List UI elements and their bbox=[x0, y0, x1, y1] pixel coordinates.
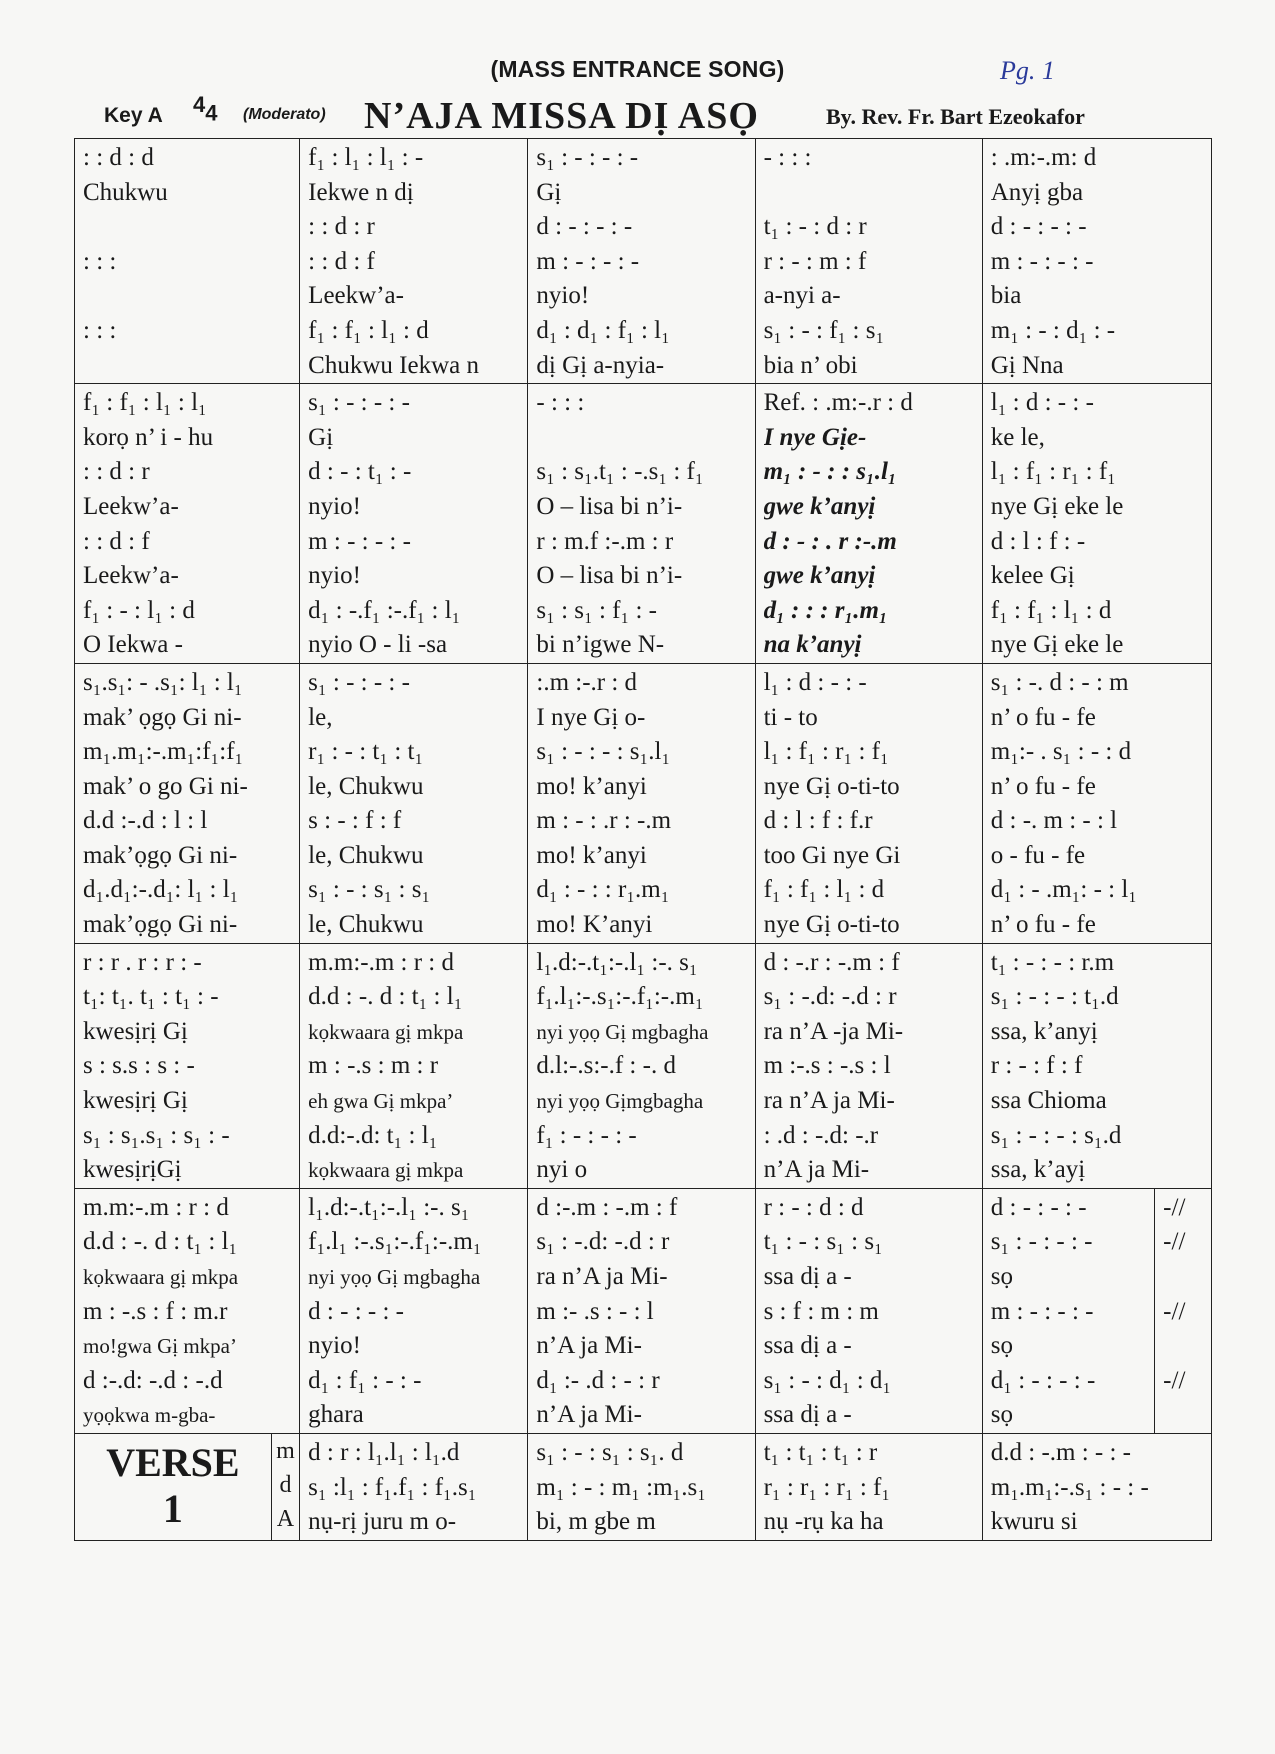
solfa-line bbox=[536, 421, 748, 456]
score-system-row bbox=[75, 1433, 1212, 1540]
solfa-line: - : : : bbox=[536, 389, 585, 417]
solfa-line: sọ bbox=[990, 1401, 1013, 1429]
solfa-line: s₁ : - : - : - bbox=[308, 389, 410, 417]
solfa-line: : : d : f bbox=[308, 247, 375, 275]
measure-cell bbox=[75, 943, 300, 1188]
solfa-line: -// bbox=[1163, 1193, 1186, 1221]
measure-cell bbox=[300, 1188, 528, 1433]
solfa-line: sọ bbox=[990, 1263, 1013, 1290]
measure-cell bbox=[982, 1188, 1154, 1433]
solfa-line bbox=[83, 349, 293, 384]
measure-cell bbox=[982, 139, 1211, 384]
solfa-line: -// bbox=[1163, 1366, 1186, 1394]
voice-part-label: d bbox=[279, 1471, 292, 1498]
voice-part-label: m bbox=[276, 1437, 295, 1464]
solfa-line: r : r . r : r : - bbox=[83, 948, 202, 976]
verse-number: 1 bbox=[162, 1485, 183, 1531]
solfa-line: O – lisa bi n’i- bbox=[536, 562, 683, 590]
solfa-line: r : - : f : f bbox=[990, 1052, 1083, 1080]
measure-cell bbox=[755, 1188, 982, 1433]
solfa-line: m.m:-.m : r : d bbox=[308, 948, 454, 976]
solfa-line: s₁ : - : - : s₁.l₁ bbox=[536, 738, 671, 766]
solfa-line: t₁ : - : d : r bbox=[763, 213, 867, 241]
solfa-line: nyio! bbox=[536, 282, 590, 310]
solfa-line: nụ-rị juru m o- bbox=[308, 1508, 457, 1536]
solfa-line: o - fu - fe bbox=[990, 841, 1086, 869]
solfa-line: m : - : - : - bbox=[308, 527, 411, 555]
measure-cell bbox=[755, 384, 982, 664]
solfa-line: ssa dị a - bbox=[763, 1332, 852, 1360]
voice-parts-cell bbox=[271, 1433, 299, 1540]
solfa-line: nyio! bbox=[308, 492, 361, 520]
measure-cell bbox=[755, 139, 982, 384]
solfa-line: d :-.d: -.d : -.d bbox=[83, 1366, 223, 1394]
time-signature-bottom: 4 bbox=[205, 100, 218, 126]
solfa-line: kwesịrịGị bbox=[83, 1156, 182, 1184]
solfa-line: d₁ :- .d : - : r bbox=[536, 1366, 660, 1394]
solfa-line: m.m:-.m : r : d bbox=[83, 1193, 229, 1221]
solfa-line: l₁.d:-.t₁:-.l₁ :-. s₁ bbox=[308, 1193, 470, 1221]
solfa-line: t₁ : t₁ : t₁ : r bbox=[763, 1438, 878, 1466]
solfa-line: yọọkwa m-gba- bbox=[83, 1403, 216, 1428]
measure-cell bbox=[300, 663, 528, 943]
solfa-line: : : : bbox=[83, 316, 117, 344]
solfa-line: nyi yọọ Gịmgbagha bbox=[536, 1089, 704, 1114]
solfa-line: d : - : - : - bbox=[536, 213, 633, 241]
score-system-row bbox=[75, 139, 1212, 384]
solfa-line: f₁ : f₁ : l₁ : l₁ bbox=[83, 389, 207, 417]
solfa-line: m : - : - : - bbox=[990, 1297, 1094, 1325]
score-system-row bbox=[75, 1188, 1212, 1433]
solfa-line: d₁ : - .m₁: - : l₁ bbox=[990, 876, 1138, 904]
solfa-line: d : - : - : - bbox=[308, 1297, 404, 1325]
solfa-line: m : - : .r : -.m bbox=[536, 807, 672, 835]
solfa-line: d₁ : : : r₁.m₁ bbox=[763, 596, 888, 624]
solfa-line: d : - : - : - bbox=[990, 213, 1087, 241]
solfa-line bbox=[1163, 1398, 1205, 1433]
solfa-line: n’A ja Mi- bbox=[536, 1401, 642, 1429]
solfa-line: Anyị gba bbox=[990, 178, 1084, 206]
solfa-line: s₁ : - : - : t₁.d bbox=[990, 983, 1119, 1011]
tempo-marking: (Moderato) bbox=[243, 106, 326, 123]
solfa-line: Gị bbox=[536, 178, 562, 206]
solfa-line: l₁ : d : - : - bbox=[990, 389, 1094, 417]
solfa-line: ghara bbox=[308, 1401, 364, 1429]
solfa-line: m₁.m₁:-.s₁ : - : - bbox=[990, 1473, 1149, 1501]
time-signature bbox=[193, 92, 218, 126]
solfa-line: m : -.s : f : m.r bbox=[83, 1297, 228, 1325]
solfa-line: d₁ : -.f₁ :-.f₁ : l₁ bbox=[308, 596, 461, 624]
solfa-line: d₁ : f₁ : - : - bbox=[308, 1366, 422, 1394]
solfa-line: t₁ : - : - : r.m bbox=[990, 948, 1115, 976]
solfa-line: : : d : r bbox=[83, 458, 150, 486]
solfa-line: ra n’A -ja Mi- bbox=[763, 1017, 904, 1045]
solfa-line: n’A ja Mi- bbox=[763, 1156, 870, 1184]
solfa-line: ra n’A ja Mi- bbox=[536, 1263, 668, 1290]
solfa-line: Leekw’a- bbox=[83, 492, 179, 520]
solfa-line: nye Gị eke le bbox=[990, 492, 1124, 520]
solfa-line: : .m:-.m: d bbox=[990, 144, 1097, 171]
solfa-line: :.m :-.r : d bbox=[536, 668, 638, 696]
solfa-line: d : - : t₁ : - bbox=[308, 458, 412, 486]
measure-cell bbox=[528, 663, 755, 943]
title-bar bbox=[0, 94, 1275, 144]
solfa-line: s₁ :l₁ : f₁.f₁ : f₁.s₁ bbox=[308, 1473, 477, 1501]
solfa-line: m₁ : - : d₁ : - bbox=[990, 316, 1116, 344]
solfa-line: f₁ : f₁ : l₁ : d bbox=[763, 876, 885, 904]
solfa-line: d.d:-.d: t₁ : l₁ bbox=[308, 1121, 438, 1149]
measure-cell bbox=[982, 384, 1211, 664]
solfa-line: dị Gị a-nyia- bbox=[536, 351, 665, 379]
solfa-line: f₁ : l₁ : l₁ : - bbox=[308, 144, 424, 171]
solfa-line: bi, m gbe m bbox=[536, 1508, 656, 1536]
solfa-line: n’ o fu - fe bbox=[990, 703, 1096, 731]
solfa-line: gwe k’anyị bbox=[763, 492, 876, 520]
solfa-line: nye Gị eke le bbox=[990, 631, 1124, 659]
solfa-line: nyio! bbox=[308, 1332, 361, 1360]
solfa-line: Ref. : .m:-.r : d bbox=[763, 389, 913, 417]
solfa-line: d₁ : - : : r₁.m₁ bbox=[536, 876, 670, 904]
solfa-line: ssa, k’ayị bbox=[990, 1156, 1086, 1184]
solfa-line: s₁ : s₁ : f₁ : - bbox=[536, 596, 657, 624]
solfa-line: f₁.l₁:-.s₁:-.f₁:-.m₁ bbox=[536, 983, 704, 1011]
solfa-line: s₁ : - : - : - bbox=[990, 1228, 1093, 1256]
solfa-line: s₁ : -.d: -.d : r bbox=[763, 983, 897, 1011]
solfa-line: m : - : - : - bbox=[990, 247, 1094, 275]
score-system-row bbox=[75, 384, 1212, 664]
measure-cell bbox=[528, 384, 755, 664]
solfa-line: le, Chukwu bbox=[308, 772, 424, 800]
measure-cell bbox=[528, 139, 755, 384]
solfa-line: d : - : . r :-.m bbox=[763, 527, 897, 555]
solfa-line: d.d : -. d : t₁ : l₁ bbox=[83, 1228, 238, 1256]
solfa-line: kọkwaara gị mkpa bbox=[308, 1158, 464, 1183]
solfa-line: s₁ : - : s₁ : s₁. d bbox=[536, 1438, 684, 1466]
solfa-line: nyi yọọ Gị mgbagha bbox=[308, 1265, 481, 1289]
solfa-line: m₁ : - : m₁ :m₁.s₁ bbox=[536, 1473, 706, 1501]
measure-cell bbox=[300, 1433, 528, 1540]
measure-cell bbox=[300, 139, 528, 384]
solfa-line: l₁ : f₁ : r₁ : f₁ bbox=[990, 458, 1116, 486]
solfa-line: a-nyi a- bbox=[763, 282, 841, 310]
solfa-line: r : m.f :-.m : r bbox=[536, 527, 674, 555]
solfa-line: ssa dị a - bbox=[763, 1263, 852, 1290]
solfa-line: f₁ : - : l₁ : d bbox=[83, 596, 195, 624]
solfa-line: d : - : - : - bbox=[990, 1193, 1087, 1221]
solfa-line: eh gwa Gị mkpa’ bbox=[308, 1089, 454, 1114]
solfa-line: ssa dị a - bbox=[763, 1401, 852, 1429]
solfa-line: bia bbox=[990, 282, 1022, 310]
solfa-line: l₁.d:-.t₁:-.l₁ :-. s₁ bbox=[536, 948, 698, 976]
solfa-line: s₁ : - : s₁ : s₁ bbox=[308, 876, 431, 904]
key-signature: Key A bbox=[104, 104, 163, 127]
solfa-line: s₁ : s₁.s₁ : s₁ : - bbox=[83, 1121, 230, 1149]
solfa-line: r : - : m : f bbox=[763, 247, 867, 275]
solfa-line bbox=[764, 176, 976, 211]
solfa-line: s₁ : - : f₁ : s₁ bbox=[763, 316, 885, 344]
solfa-line: d : l : f : f.r bbox=[763, 807, 873, 835]
solfa-line: mak’ọgọ Gi ni- bbox=[83, 911, 238, 939]
solfa-line: O Iekwa - bbox=[83, 631, 183, 659]
solfa-line: f₁ : f₁ : l₁ : d bbox=[990, 596, 1112, 624]
measure-cell bbox=[528, 1188, 755, 1433]
solfa-line: too Gi nye Gi bbox=[763, 841, 901, 869]
solfa-line: s : s.s : s : - bbox=[83, 1052, 195, 1080]
solfa-line: s : f : m : m bbox=[763, 1297, 879, 1325]
solfa-line: s₁ : -.d: -.d : r bbox=[536, 1228, 670, 1256]
solfa-line: bi n’igwe N- bbox=[536, 631, 665, 659]
solfa-line: ke le, bbox=[990, 423, 1045, 451]
solfa-line: le, Chukwu bbox=[308, 841, 424, 869]
solfa-line bbox=[83, 279, 293, 314]
solfa-line: m :-.s : -.s : l bbox=[763, 1052, 891, 1080]
solfa-line: : : : bbox=[83, 247, 117, 275]
solfa-line: gwe k’anyị bbox=[763, 562, 876, 590]
verse-label-cell bbox=[75, 1433, 272, 1540]
solfa-line: mak’ ọgọ Gi ni- bbox=[83, 703, 242, 731]
solfa-line: ti - to bbox=[763, 703, 818, 731]
solfa-line: m₁ : - : : s₁.l₁ bbox=[763, 458, 897, 486]
solfa-line: f₁ : f₁ : l₁ : d bbox=[308, 316, 429, 344]
solfa-line: Chukwu bbox=[83, 178, 168, 206]
solfa-score-table bbox=[74, 138, 1212, 1541]
solfa-line: t₁: t₁. t₁ : t₁ : - bbox=[83, 983, 219, 1011]
solfa-line: t₁ : - : s₁ : s₁ bbox=[763, 1228, 883, 1256]
solfa-line: s₁ : s₁.t₁ : -.s₁ : f₁ bbox=[536, 458, 704, 486]
solfa-line: d₁ : - : - : - bbox=[990, 1366, 1096, 1394]
solfa-line: d.d :-.d : l : l bbox=[83, 807, 208, 835]
solfa-line: r₁ : r₁ : r₁ : f₁ bbox=[763, 1473, 891, 1501]
solfa-line bbox=[1163, 1260, 1205, 1295]
solfa-line: d₁.d₁:-.d₁: l₁ : l₁ bbox=[83, 876, 239, 904]
verse-title: VERSE bbox=[106, 1439, 240, 1485]
time-signature-top: 4 bbox=[193, 92, 206, 117]
solfa-line: Gị bbox=[308, 423, 334, 451]
solfa-line: d.d : -.m : - : - bbox=[990, 1438, 1132, 1466]
solfa-line: na k’anyị bbox=[763, 631, 862, 659]
solfa-line: f₁ : - : - : - bbox=[536, 1121, 637, 1149]
solfa-line: d₁ : d₁ : f₁ : l₁ bbox=[536, 316, 670, 344]
solfa-line: ssa, k’anyị bbox=[990, 1017, 1098, 1045]
solfa-line: kwesịrị Gị bbox=[83, 1017, 188, 1045]
measure-cell bbox=[300, 384, 528, 664]
solfa-line: -// bbox=[1163, 1228, 1186, 1256]
solfa-line: nyi yọọ Gị mgbagha bbox=[536, 1019, 709, 1044]
solfa-line: m₁.m₁:-.m₁:f₁:f₁ bbox=[83, 738, 244, 766]
solfa-line: -// bbox=[1163, 1297, 1186, 1325]
solfa-line: : : d : d bbox=[83, 144, 154, 171]
solfa-line: Leekw’a- bbox=[308, 282, 404, 310]
solfa-line: : .d : -.d: -.r bbox=[763, 1121, 879, 1149]
measure-cell bbox=[528, 943, 755, 1188]
solfa-line: kelee Gị bbox=[990, 562, 1075, 590]
score-system-row bbox=[75, 943, 1212, 1188]
measure-cell bbox=[528, 1433, 755, 1540]
measure-cell bbox=[75, 1188, 300, 1433]
solfa-line: r₁ : - : t₁ : t₁ bbox=[308, 738, 424, 766]
solfa-line: Chukwu Iekwa n bbox=[308, 351, 479, 379]
solfa-line: I nye Gị o- bbox=[536, 703, 646, 731]
solfa-line: I nye Gịe- bbox=[763, 423, 867, 451]
solfa-line: m :- .s : - : l bbox=[536, 1297, 654, 1325]
voice-part-label: A bbox=[276, 1505, 295, 1532]
solfa-line: s : - : f : f bbox=[308, 807, 402, 835]
solfa-line: kọkwaara gị mkpa bbox=[308, 1019, 464, 1044]
solfa-line: nyi o bbox=[536, 1156, 588, 1184]
solfa-line: korọ n’ i - hu bbox=[83, 423, 214, 451]
solfa-line: le, bbox=[308, 703, 333, 731]
solfa-line: Iekwe n dị bbox=[308, 178, 414, 206]
measure-cell bbox=[75, 139, 300, 384]
measure-cell bbox=[982, 943, 1211, 1188]
measure-cell bbox=[1155, 1188, 1212, 1433]
solfa-line: s₁ : - : - : - bbox=[308, 668, 410, 696]
solfa-line: nye Gị o-ti-to bbox=[763, 772, 900, 800]
solfa-line: nye Gị o-ti-to bbox=[763, 911, 900, 939]
solfa-line: : : d : f bbox=[83, 527, 150, 555]
page-mark: Pg. 1 bbox=[1000, 56, 1055, 85]
measure-cell bbox=[755, 943, 982, 1188]
solfa-line: l₁ : d : - : - bbox=[763, 668, 867, 696]
solfa-line: s₁ : - : d₁ : d₁ bbox=[763, 1366, 892, 1394]
solfa-line: d : -.r : -.m : f bbox=[763, 948, 900, 976]
solfa-line: d :-.m : -.m : f bbox=[536, 1193, 678, 1221]
solfa-line: m : -.s : m : r bbox=[308, 1052, 439, 1080]
solfa-line bbox=[1163, 1329, 1205, 1364]
solfa-line: s₁ : - : - : s₁.d bbox=[990, 1121, 1122, 1149]
measure-cell bbox=[75, 663, 300, 943]
solfa-line: mo! k’anyi bbox=[536, 841, 647, 869]
solfa-line: s₁ : -. d : - : m bbox=[990, 668, 1129, 696]
composer: By. Rev. Fr. Bart Ezeokafor bbox=[826, 104, 1085, 129]
song-title: N’AJA MISSA DỊ ASỌ bbox=[364, 95, 759, 137]
solfa-line: sọ bbox=[990, 1332, 1013, 1360]
solfa-line: nụ -rụ ka ha bbox=[763, 1508, 884, 1536]
subtitle: (MASS ENTRANCE SONG) bbox=[490, 56, 785, 82]
solfa-line: n’ o fu - fe bbox=[990, 772, 1096, 800]
solfa-line: nyio O - li -sa bbox=[308, 631, 448, 659]
solfa-line: O – lisa bi n’i- bbox=[536, 492, 683, 520]
score-system-row bbox=[75, 663, 1212, 943]
solfa-line: ra n’A ja Mi- bbox=[763, 1087, 895, 1115]
solfa-line: : : d : r bbox=[308, 213, 375, 241]
solfa-line: l₁ : f₁ : r₁ : f₁ bbox=[763, 738, 889, 766]
solfa-line: mak’ o go Gi ni- bbox=[83, 772, 248, 800]
solfa-line: mo! K’anyi bbox=[536, 911, 653, 939]
solfa-line: s₁ : - : - : - bbox=[536, 144, 639, 171]
solfa-line: d.l:-.s:-.f : -. d bbox=[536, 1052, 676, 1080]
solfa-line: kwesịrị Gị bbox=[83, 1087, 188, 1115]
solfa-line: mo!gwa Gị mkpa’ bbox=[83, 1334, 237, 1359]
solfa-line: Leekw’a- bbox=[83, 562, 179, 590]
solfa-line: Gị Nna bbox=[990, 351, 1064, 379]
solfa-line: m : - : - : - bbox=[536, 247, 640, 275]
solfa-line: kwuru si bbox=[990, 1508, 1078, 1536]
solfa-line: ssa Chioma bbox=[990, 1087, 1107, 1115]
measure-cell bbox=[300, 943, 528, 1188]
solfa-line: n’ o fu - fe bbox=[990, 911, 1096, 939]
solfa-line: d : l : f : - bbox=[990, 527, 1086, 555]
solfa-line: s₁.s₁: - .s₁: l₁ : l₁ bbox=[83, 668, 243, 696]
measure-cell bbox=[75, 384, 300, 664]
solfa-line: kọkwaara gị mkpa bbox=[83, 1265, 239, 1289]
solfa-line bbox=[83, 210, 293, 245]
solfa-line: - : : : bbox=[763, 144, 812, 171]
solfa-line: d : -. m : - : l bbox=[990, 807, 1118, 835]
solfa-line: r : - : d : d bbox=[763, 1193, 864, 1221]
verse-label bbox=[75, 1434, 271, 1532]
solfa-line: bia n’ obi bbox=[763, 351, 858, 379]
measure-cell bbox=[755, 663, 982, 943]
solfa-line: mo! k’anyi bbox=[536, 772, 647, 800]
solfa-line: d : r : l₁.l₁ : l₁.d bbox=[308, 1438, 460, 1466]
measure-cell bbox=[982, 663, 1211, 943]
solfa-line: m₁:- . s₁ : - : d bbox=[990, 738, 1132, 766]
solfa-line: n’A ja Mi- bbox=[536, 1332, 642, 1360]
measure-cell bbox=[755, 1433, 982, 1540]
solfa-line: le, Chukwu bbox=[308, 911, 424, 939]
solfa-line: f₁.l₁ :-.s₁:-.f₁:-.m₁ bbox=[308, 1228, 482, 1256]
solfa-line: mak’ọgọ Gi ni- bbox=[83, 841, 238, 869]
solfa-line: nyio! bbox=[308, 562, 361, 590]
measure-cell bbox=[982, 1433, 1211, 1540]
solfa-line: d.d : -. d : t₁ : l₁ bbox=[308, 983, 463, 1011]
